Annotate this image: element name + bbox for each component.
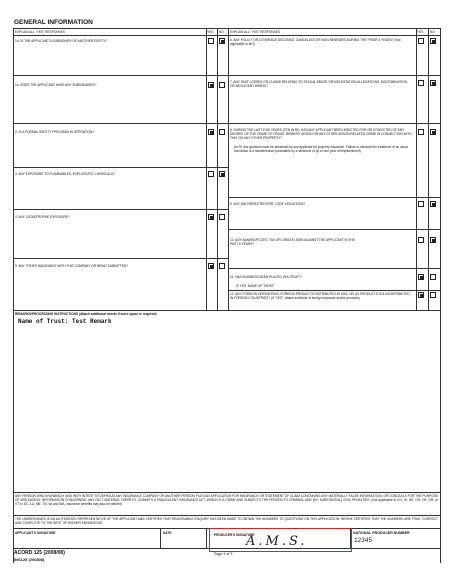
right-explain-header: EXPLAIN ALL "YES" RESPONSES — [230, 30, 280, 34]
fraud-top-line — [13, 492, 441, 493]
certify-statement: THE UNDERSIGNED IS AN AUTHORIZED REPRESENTATIVE OF THE APPLICANT AND CERTIFIES THAT REASONABLE ENQUIRY HAS BEEN MADE TO OBTAIN THE ANSWERS TO QUESTIONS ON THIS APPLICATION. HE/SHE CERTIFIES THAT THE ANSWERS ARE TRUE, CORRECT AND COMPLETE TO THE BEST OF HIS/HER KNOWLEDGE. — [15, 517, 438, 525]
question-8-note: (In RI, this question must be answered by any applicant for property insurance. Failure to disclose the existence of an arson conviction is a misdemeanor punishable by a sentence of up to one year of imprisonment). — [234, 145, 409, 153]
producer-signature-label: PRODUCER'S SIGNATURE — [214, 533, 255, 537]
q6-yes-checkbox[interactable] — [418, 38, 424, 44]
q2-yes-checkbox[interactable] — [208, 129, 214, 135]
npn-label: NATIONAL PRODUCER NUMBER — [353, 531, 410, 535]
header-divider — [13, 35, 441, 36]
fraud-statement: ANY PERSON WHO KNOWINGLY AND WITH INTENT TO DEFRAUD ANY INSURANCE COMPANY OR ANOTHER PERSON FILES AN APPLICATION FOR INSURANCE OR STATEMENT OF CLAIM CONTAINING ANY MATERIALLY FALSE INFORMATION, OR CONCEALS FOR THE PURPOSE OF MISLEADING, INFORMATION CONCERNING ANY FACT MATERIAL THERETO, COMMITS A FRAUDULENT INSURANCE ACT, WHICH IS A CRIME AND SUBJECTS THE PERSON TO CRIMINAL AND [NY: SUBSTANTIAL] CIVIL PENALTIES. (Not applicable in CO, HI, NE, OH, OK, OR, or VT; in DC, LA, ME, TN, VA and WA, insurance benefits may also be denied) — [15, 494, 438, 506]
right-row-divider — [228, 229, 440, 230]
applicant-signature-label: APPLICANT'S SIGNATURE — [15, 531, 56, 535]
q5-no-checkbox[interactable] — [219, 263, 225, 269]
q8-yes-checkbox[interactable] — [418, 129, 424, 135]
q7-no-checkbox[interactable] — [430, 80, 436, 86]
q12-yes-checkbox[interactable] — [418, 292, 424, 298]
form-code: INS125 (200808) — [14, 557, 45, 562]
certify-top-line — [13, 515, 441, 516]
sig-col-divider — [206, 528, 207, 548]
left-yes-header: YES — [207, 30, 214, 34]
left-row-divider — [13, 123, 228, 124]
q5-yes-checkbox[interactable] — [208, 263, 214, 269]
q9-no-checkbox[interactable] — [430, 201, 436, 207]
left-row-divider — [13, 209, 228, 210]
remarks-top-line — [13, 310, 441, 311]
q11-no-checkbox[interactable] — [430, 274, 436, 280]
frame-right — [440, 28, 441, 563]
question-3: 3. ANY EXPOSURE TO FLAMMABLES, EXPLOSIVES, CHEMICALS? — [15, 172, 115, 176]
question-7: 7. ANY PAST LOSSES OR CLAIMS RELATING TO SEXUAL ABUSE OR MOLESTATION ALLEGATIONS, DISCRIMINATION OR NEGLIGENT HIRING? — [230, 80, 407, 88]
question-11: 11. HAS BUSINESS BEEN PLACED IN A TRUST? — [230, 275, 302, 279]
q7-yes-checkbox[interactable] — [418, 80, 424, 86]
q6-no-checkbox[interactable] — [430, 38, 436, 44]
right-row-divider — [228, 75, 440, 76]
remarks-label: REMARKS/PROCESSING INSTRUCTIONS (Attach additional sheets if more space is required) — [15, 312, 157, 316]
q1a-yes-checkbox[interactable] — [208, 38, 214, 44]
signature-highlight — [209, 528, 352, 552]
remarks-field[interactable]: Name of Trust: Test Remark — [18, 318, 112, 325]
right-row-divider — [228, 123, 440, 124]
q1b-yes-checkbox[interactable] — [208, 82, 214, 88]
question-10: 10. ANY BANKRUPTCIES, TAX OR CREDIT LIENS AGAINST THE APPLICANT IN THE PAST 5 YEARS? — [230, 238, 355, 246]
date-label: DATE — [163, 531, 172, 535]
right-row-divider — [228, 290, 440, 291]
form-number: ACORD 125 (2008/08) — [14, 550, 65, 556]
left-yes-col — [206, 28, 207, 310]
q9-yes-checkbox[interactable] — [418, 201, 424, 207]
q1a-no-checkbox[interactable] — [219, 38, 225, 44]
question-11-sub: IF YES, NAME OF TRUST: — [236, 284, 275, 288]
q10-no-checkbox[interactable] — [430, 237, 436, 243]
question-1a: 1a. IS THE APPLICANT A SUBSIDIARY OF ANOTHER ENTITY? — [15, 39, 108, 43]
q10-yes-checkbox[interactable] — [418, 237, 424, 243]
right-row-divider — [228, 268, 440, 269]
right-row-divider — [228, 197, 440, 198]
question-2: 2. IS A FORMAL SAFETY PROGRAM IN OPERATION? — [15, 130, 95, 134]
q3-yes-checkbox[interactable] — [208, 171, 214, 177]
frame-left — [13, 28, 14, 563]
npn-value[interactable]: 12345 — [354, 537, 373, 544]
question-6: 6. ANY POLICY OR COVERAGE DECLINED, CANCELLED OR NON-RENEWED DURING THE PRIOR 3 YEARS? (Not applicable in MO) — [230, 38, 401, 46]
producer-signature[interactable]: A.M.S. — [246, 534, 308, 549]
question-8: 8. DURING THE LAST FIVE YEARS (TEN IN RI), HAS ANY APPLICANT BEEN INDICTED FOR OR CONVICTED OF ANY DEGREE OF THE CRIME OF FRAUD, BRIBERY, ARSON OR ANY OTHER ARSON-RELATED CRIME IN CONNECTION WITH THIS OR ANY OTHER PROPERTY? — [230, 128, 412, 140]
q1b-no-checkbox[interactable] — [219, 82, 225, 88]
left-explain-header: EXPLAIN ALL "YES" RESPONSES — [15, 30, 65, 34]
question-9: 9. ANY UNCORRECTED FIRE CODE VIOLATIONS? — [230, 202, 306, 206]
question-12: 12. ANY FOREIGN OPERATIONS, FOREIGN PRODUCTS DISTRIBUTED IN USA, OR US PRODUCTS SOLD/DISTRIBUTED IN FOREIGN COUNTRIES? (If "YES", attach schedule of foreign exposure and/or products) — [230, 292, 410, 300]
q8-no-checkbox[interactable] — [430, 129, 436, 135]
q12-no-checkbox[interactable] — [430, 292, 436, 298]
page-number: Page 3 of 3 — [214, 552, 233, 556]
q11-yes-checkbox[interactable] — [418, 274, 424, 280]
section-title: GENERAL INFORMATION — [14, 19, 93, 26]
sig-col-divider — [160, 528, 161, 548]
left-no-header: NO — [219, 30, 224, 34]
question-1b: 1b. DOES THE APPLICANT HAVE ANY SUBSIDIARIES? — [15, 83, 97, 87]
q3-no-checkbox[interactable] — [219, 171, 225, 177]
q4-yes-checkbox[interactable] — [208, 214, 214, 220]
right-no-header: NO — [430, 30, 435, 34]
left-row-divider — [13, 167, 228, 168]
left-row-divider — [13, 258, 228, 259]
q2-no-checkbox[interactable] — [219, 129, 225, 135]
question-5: 5. ANY OTHER INSURANCE WITH THIS COMPANY OR BEING SUBMITTED? — [15, 264, 128, 268]
q4-no-checkbox[interactable] — [219, 214, 225, 220]
left-row-divider — [13, 75, 228, 76]
right-yes-header: YES — [417, 30, 424, 34]
frame-top — [13, 28, 441, 29]
left-no-col — [217, 28, 218, 310]
question-4: 4. ANY CATASTROPHE EXPOSURE? — [15, 215, 70, 219]
